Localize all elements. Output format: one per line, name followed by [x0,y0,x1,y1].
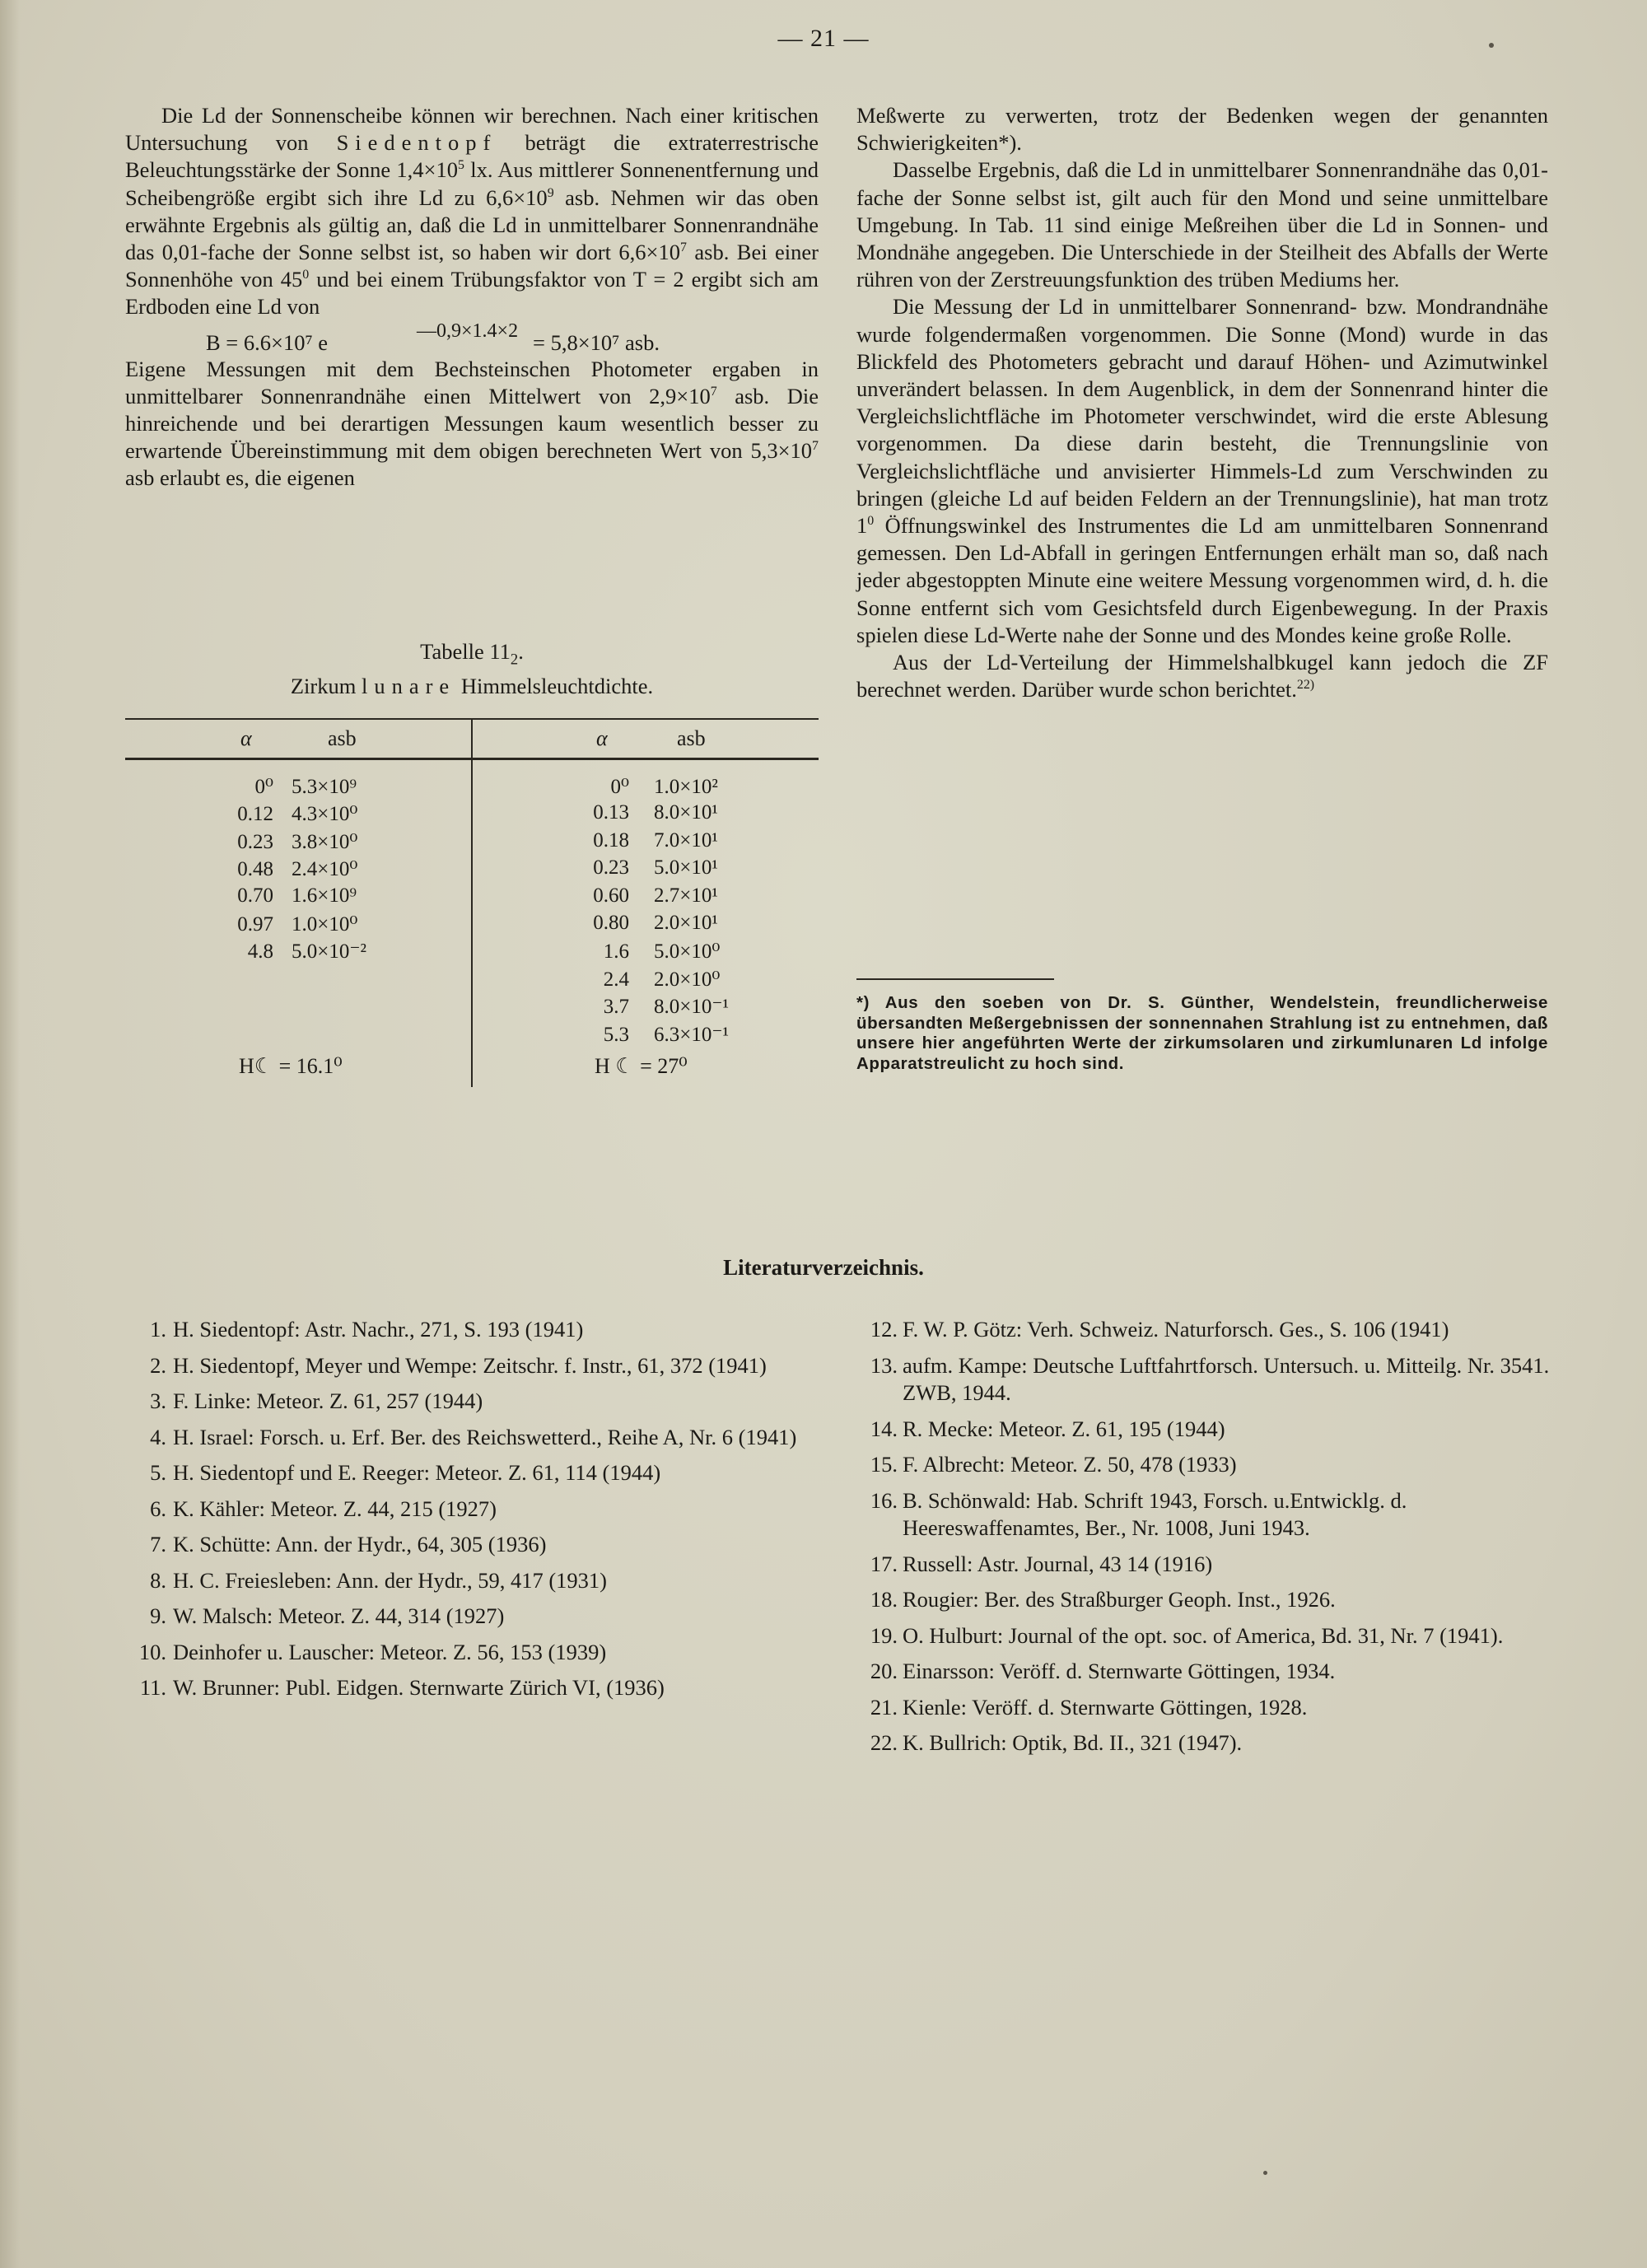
table-row [216,884,357,908]
table-row [216,801,357,826]
reference-item [125,1459,825,1487]
bibliography-left [125,1316,825,1710]
luminance-table [125,718,819,1087]
reference-text: H. Israel: Forsch. u. Erf. Ber. des Reichswetterd., Reihe A, Nr. 6 (1941) [173,1424,797,1449]
cell-asb: 5.0×10¹ [654,856,718,880]
page-edge-shadow [0,0,20,2268]
reference-item [125,1316,825,1344]
cell-alpha: 3.7 [603,996,629,1019]
reference-number: 10. [138,1639,166,1664]
reference-number: 9. [150,1603,166,1628]
reference-text: Russell: Astr. Journal, 43 14 (1916) [903,1551,1213,1576]
header-asb: asb [677,726,706,750]
cell-asb: 8.0×10¹ [654,801,718,824]
footnote: *) Aus den soeben von Dr. S. Günther, Wendelstein, freundlicherweise übersandten Meßergebnissen der sonnennahen Strahlung ist zu entnehmen, daß unsere hier angeführten Werte der zirkumsolaren und zirkumlunaren Ld infolge Apparatstreulicht zu hoch sind. [856,993,1548,1073]
reference-number: 3. [150,1388,166,1413]
reference-item [856,1658,1556,1686]
cell-alpha: 1.6 [603,940,629,964]
paragraph: Meßwerte zu verwerten, trotz der Bedenken wegen der genannten Schwierigkeiten*). [856,103,1548,156]
bibliography-right [856,1316,1556,1766]
reference-item [125,1639,825,1667]
reference-number: 7. [150,1532,166,1556]
reference-text: O. Hulburt: Journal of the opt. soc. of America, Bd. 31, Nr. 7 (1941). [903,1622,1504,1648]
reference-text: Einarsson: Veröff. d. Sternwarte Göttingen, 1934. [903,1659,1336,1683]
reference-item [856,1694,1556,1722]
left-column [125,102,819,492]
reference-item [125,1388,825,1416]
cell-asb: 5.3×10⁹ [292,776,357,798]
reference-text: F. Albrecht: Meteor. Z. 50, 478 (1933) [903,1452,1237,1477]
cell-asb: 6.3×10⁻¹ [654,1023,730,1046]
table-row [216,829,357,854]
reference-item [125,1567,825,1595]
reference-item [856,1416,1556,1444]
cell-asb: 1.0×10⁰ [292,913,358,936]
reference-number: 19. [870,1622,898,1648]
moon-height-right: H ☾ = 27⁰ [595,1054,688,1078]
cell-alpha: 0.18 [593,828,629,852]
moon-height-left: H☾ = 16.1⁰ [239,1054,343,1078]
table-row [570,801,718,824]
reference-item [856,1586,1556,1614]
table-caption-label: Tabelle $11_2$. [420,639,524,669]
header-alpha: α [596,726,608,750]
reference-text: B. Schönwald: Hab. Schrift 1943, Forsch. u.Entwicklg. d. Heereswaffenamtes, Ber., Nr. 1008, Juni 1943. [903,1487,1407,1540]
cell-asb: 2.0×10¹ [654,912,718,934]
reference-text: Rougier: Ber. des Straßburger Geoph. Inst., 1926. [903,1587,1336,1612]
reference-number: 4. [150,1424,166,1449]
equation-result: = 5,8×10⁷ asb. [533,329,660,355]
reference-number: 18. [870,1587,898,1612]
reference-item [856,1622,1556,1650]
table-row [570,856,718,880]
reference-number: 17. [870,1551,898,1576]
reference-item [856,1316,1556,1344]
reference-item [125,1603,825,1631]
right-column [856,102,1548,703]
cell-alpha: 0.70 [237,884,273,907]
cell-alpha: 0⁰ [610,776,629,798]
reference-text: K. Kähler: Meteor. Z. 44, 215 (1927) [173,1496,497,1521]
cell-asb: 2.0×10⁰ [654,968,721,991]
reference-item [856,1352,1556,1407]
reference-item [125,1496,825,1524]
paragraph: Aus der Ld-Verteilung der Himmelshalbkugel kann jedoch die ZF berechnet werden. Darüber wurde schon berichtet.$^{22)}$ [856,650,1548,702]
table-row [570,884,718,908]
reference-text: F. Linke: Meteor. Z. 61, 257 (1944) [173,1388,483,1413]
cell-alpha: 0.13 [593,801,629,824]
table-row [216,939,366,964]
reference-text: F. W. P. Götz: Verh. Schweiz. Naturforsch. Ges., S. 106 (1941) [903,1317,1449,1342]
cell-alpha: 5.3 [603,1023,629,1046]
table-row [570,967,720,992]
cell-alpha: 0.23 [237,830,273,853]
speck [1263,2171,1267,2175]
reference-text: H. C. Freiesleben: Ann. der Hydr., 59, 417 (1931) [173,1567,607,1593]
paragraph: Eigene Messungen mit dem Bechsteinschen Photometer ergaben in unmittelbarer Sonnenrandnähe einen Mittelwert von $2,9\times 10^7$ asb. Die hinreichende und bei derartigen Messungen kaum wesentlich besser zu erwartende Übereinstimmung mit dem obigen berechneten Wert von $5,3\times 10^7$ asb erlaubt es, die eigenen [125,356,819,491]
cell-asb: 2.7×10¹ [654,884,718,907]
cell-alpha: 2.4 [603,968,629,991]
cell-alpha: 0.60 [593,884,629,907]
table-caption-title: Zirkum lunare Himmelsleuchtdichte. [290,674,654,698]
cell-asb: 5.0×10⁰ [654,940,721,964]
table-row [216,774,357,799]
paragraph: Die Messung der Ld in unmittelbarer Sonnenrand- bzw. Mondrandnähe wurde folgendermaßen vorgenommen. Die Sonne (Mond) wurde in das Blickfeld des Photometers gebracht und darauf Höhen- und Azimutwinkel unverändert belassen. In dem Augenblick, in dem der Sonnenrand hinter die Vergleichslichtfläche im Photometer verschwindet, wird die erste Ablesung vorgenommen. Da diese darin besteht, die Trennungslinie von Vergleichslichtfläche und anvisierter Himmels-Ld zum Verschwinden zu bringen (gleiche Ld auf beiden Feldern an der Trennungslinie), hat man trotz $1^0$ Öffnungswinkel des Instrumentes die Ld am unmittelbaren Sonnenrand gemessen. Den Ld-Abfall in geringen Entfernungen erhält man so, daß nach jeder abgestoppten Minute eine weitere Messung vorgenommen wird, d. h. die Sonne entfernt sich vom Gesichtsfeld durch Eigenbewegung. In der Praxis spielen diese Ld-Werte nahe der Sonne und des Mondes keine große Rolle. [856,294,1548,647]
reference-text: Kienle: Veröff. d. Sternwarte Göttingen, 1928. [903,1694,1308,1720]
reference-number: 6. [150,1496,166,1521]
reference-text: W. Malsch: Meteor. Z. 44, 314 (1927) [173,1603,505,1628]
reference-item [125,1352,825,1380]
page-number: — 21 — [777,25,870,52]
reference-text: W. Brunner: Publ. Eidgen. Sternwarte Zürich VI, (1936) [173,1675,665,1700]
reference-number: 14. [870,1416,898,1441]
reference-number: 8. [150,1567,166,1593]
reference-number: 22. [870,1730,898,1755]
cell-alpha: 0.23 [593,856,629,880]
table-row [570,912,718,935]
reference-text: aufm. Kampe: Deutsche Luftfahrtforsch. Untersuch. u. Mitteilg. Nr. 3541. ZWB, 1944. [903,1352,1550,1405]
equation-exponent: —0,9×1.4×2 [417,320,519,342]
reference-text: H. Siedentopf, Meyer und Wempe: Zeitschr. f. Instr., 61, 372 (1941) [173,1352,767,1378]
cell-asb: 1.6×10⁹ [292,884,357,907]
table-row [570,1022,729,1047]
table-row [216,912,357,936]
paragraph: Die Ld der Sonnenscheibe können wir berechnen. Nach einer kritischen Untersuchung von Siedentopf beträgt die extraterrestrische Beleuchtungsstärke der Sonne $1,4\times 10^5$ lx. Aus mittlerer Sonnenentfernung und Scheibengröße ergibt sich ihre Ld zu $6,6\times 10^9$ asb. Nehmen wir das oben erwähnte Ergebnis als gültig an, daß die Ld in unmittelbarer Sonnenrandnähe das 0,01-fache der Sonne selbst ist, so haben wir dort $6,6\times 10^7$ asb. Bei einer Sonnenhöhe von $45^0$ und bei einem Trübungsfaktor von T = 2 ergibt sich am Erdboden eine Ld von [125,103,819,320]
reference-item [856,1729,1556,1757]
cell-alpha: 0.97 [237,913,273,936]
reference-text: Deinhofer u. Lauscher: Meteor. Z. 56, 153 (1939) [173,1639,607,1664]
reference-text: R. Mecke: Meteor. Z. 61, 195 (1944) [903,1416,1225,1441]
cell-asb: 4.3×10⁰ [292,803,358,826]
reference-number: 1. [150,1317,166,1342]
equation [125,320,819,355]
reference-item [125,1531,825,1559]
cell-asb: 5.0×10⁻² [292,940,367,964]
reference-text: K. Bullrich: Optik, Bd. II., 321 (1947). [903,1730,1243,1755]
reference-item [856,1487,1556,1542]
cell-asb: 2.4×10⁰ [292,858,358,881]
cell-alpha: 0⁰ [254,776,273,798]
reference-number: 13. [870,1352,898,1378]
reference-number: 11. [139,1675,166,1700]
reference-number: 20. [870,1659,898,1683]
cell-alpha: 0.48 [237,858,273,881]
reference-item [125,1674,825,1702]
cell-asb: 8.0×10⁻¹ [654,996,730,1019]
reference-number: 2. [150,1352,166,1378]
table-row [570,774,718,799]
table-divider [471,718,473,1087]
table-row [570,994,729,1019]
reference-number: 15. [870,1452,898,1477]
reference-number: 12. [870,1317,898,1342]
paragraph: Dasselbe Ergebnis, daß die Ld in unmittelbarer Sonnenrandnähe das 0,01-fache der Sonne selbst ist, gilt auch für den Mond und seine unmittelbare Umgebung. In Tab. 11 sind einige Meßreihen über die Ld in Sonnen- und Mondnähe angegeben. Die Unterschiede in der Steilheit des Abfalls der Werte rühren von der Zerstreuungsfunktion des trüben Mediums her. [856,157,1548,292]
cell-alpha: 0.80 [593,912,629,934]
reference-number: 5. [150,1460,166,1485]
bibliography-title: Literaturverzeichnis. [723,1255,924,1280]
reference-text: H. Siedentopf und E. Reeger: Meteor. Z. 61, 114 (1944) [173,1460,661,1485]
table-row [570,939,720,964]
header-alpha: α [240,726,252,750]
reference-text: K. Schütte: Ann. der Hydr., 64, 305 (1936) [173,1532,547,1556]
equation-lhs: B = 6.6×10⁷ e [206,329,329,355]
reference-item [125,1424,825,1452]
cell-asb: 1.0×10² [654,776,718,798]
table-row [570,829,718,852]
cell-alpha: 4.8 [247,940,273,964]
reference-item [856,1451,1556,1479]
reference-text: H. Siedentopf: Astr. Nachr., 271, S. 193 (1941) [173,1317,584,1342]
reference-number: 21. [870,1694,898,1720]
cell-alpha: 0.12 [237,803,273,826]
reference-number: 16. [870,1487,898,1513]
footnote-rule [856,978,1054,980]
reference-item [856,1551,1556,1579]
cell-asb: 7.0×10¹ [654,828,718,852]
header-asb: asb [328,726,357,750]
cell-asb: 3.8×10⁰ [292,830,358,853]
table-row [216,856,357,881]
